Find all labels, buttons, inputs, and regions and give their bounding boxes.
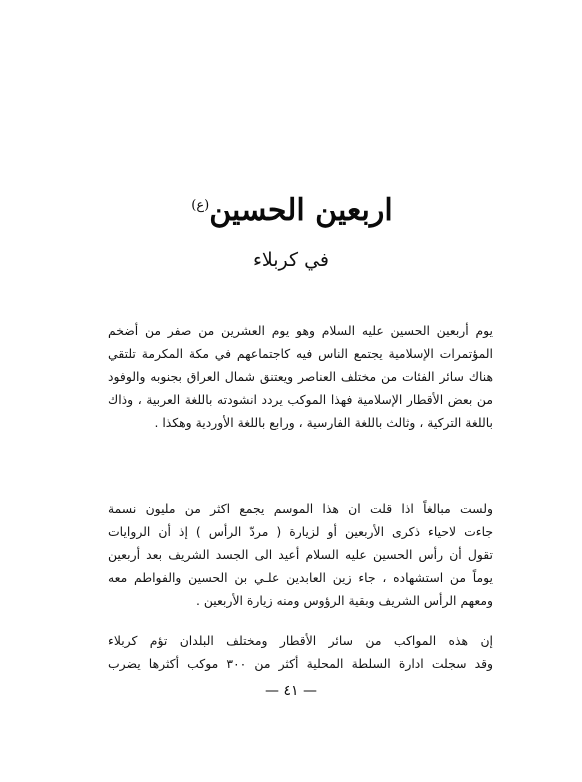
text-line: ولست مبالغاً اذا قلت ان هذا الموسم يجمع اكثر من مليون نسمة <box>108 501 493 516</box>
text-line: تقول أن رأس الحسين عليه السلام أعيد الى الجسد الشريف بعد أربعين <box>108 547 493 562</box>
page-number: — ٤١ — <box>265 683 317 699</box>
text-line: جاءت لاحياء ذكرى الأربعين أو لزيارة ( مردّ الرأس ) إذ أن الروايات <box>108 524 493 539</box>
text-line: المؤتمرات الإسلامية يجتمع الناس فيه كاجتماعهم في مكة المكرمة تلتقي <box>108 346 493 361</box>
text-line: يوم أربعين الحسين عليه السلام وهو يوم العشرين من صفر من أضخم <box>108 323 493 338</box>
text-line: ومعهم الرأس الشريف وبقية الرؤوس ومنه زيارة الأربعين . <box>195 593 493 608</box>
text-line: يوماً من استشهاده ، جاء زين العابدين علـي بن الحسين والفواطم معه <box>108 570 493 585</box>
text-line: إن هذه المواكب من سائر الأقطار ومختلف البلدان تؤم كربلاء <box>108 633 493 648</box>
text-line: وقد سجلت ادارة السلطة المحلية أكثر من ٣٠٠ موكب أكثرها يضرب <box>108 656 493 671</box>
chapter-title-text: اربعين الحسين <box>209 193 393 228</box>
paragraph-1 <box>108 319 493 434</box>
text-line: من بعض الأقطار الإسلامية فهذا الموكب يردد انشودته باللغة العربية ، وذاك <box>108 392 493 407</box>
text-line: هناك سائر الفئات من مختلف العناصر ويعتنق شمال العراق بجنوبه والوفود <box>108 369 493 384</box>
chapter-subtitle: في كربلاء <box>252 249 330 271</box>
paragraph-2 <box>108 497 493 612</box>
paragraph-3 <box>108 629 493 675</box>
chapter-title-superscript: (ع) <box>191 198 210 213</box>
text-line: باللغة التركية ، وثالث باللغة الفارسية ، ورابع باللغة الأوردية وهكذا . <box>154 415 493 430</box>
chapter-title <box>0 188 582 229</box>
